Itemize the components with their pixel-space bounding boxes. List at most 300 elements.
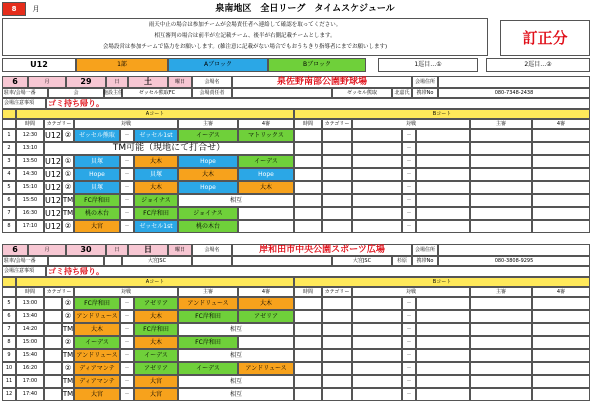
team-home: ディアマンテ xyxy=(74,375,120,388)
team-away: アゼリア xyxy=(134,297,178,310)
b-time xyxy=(294,310,322,323)
court-a-header: Aコート xyxy=(16,109,294,119)
referee-mutual: 相互 xyxy=(178,349,294,362)
row-number: 4 xyxy=(2,168,16,181)
team-away: ジョイナス xyxy=(134,194,178,207)
row-number: 9 xyxy=(2,349,16,362)
b-fourth xyxy=(532,375,590,388)
main-referee: アンドリュース xyxy=(178,297,238,310)
b-category xyxy=(322,375,352,388)
manager-blank xyxy=(232,256,332,266)
vs-dash: － xyxy=(120,129,134,142)
note-line: 会場設営は参加チームで協力をお願いします。(雑注意に記載がない場合でもおうちきり指導者にまでお願いします) xyxy=(102,44,388,51)
vs-dash: － xyxy=(120,349,134,362)
manager-label xyxy=(192,256,232,266)
round-marker: ② xyxy=(62,181,74,194)
manager-name: 杉原 xyxy=(392,256,412,266)
b-category xyxy=(322,297,352,310)
match-time: 15:10 xyxy=(16,181,44,194)
team-away: FC岸和田 xyxy=(134,207,178,220)
referee-mutual: 相互 xyxy=(178,323,294,336)
main-referee: FC岸和田 xyxy=(178,336,238,349)
phone-label: 携帯No xyxy=(412,88,438,98)
b-vs-dash: － xyxy=(402,349,416,362)
main-referee: イーデス xyxy=(178,129,238,142)
b-vs-dash: － xyxy=(402,207,416,220)
b-category xyxy=(322,388,352,401)
round-marker: ② xyxy=(62,310,74,323)
col-fourth: 4審 xyxy=(238,287,294,297)
phone-label: 携帯No xyxy=(412,256,438,266)
team-home: 大木 xyxy=(74,323,120,336)
category-cell xyxy=(44,349,62,362)
round-1: 1巡目…① xyxy=(378,58,478,72)
manager-team: ゼッセル熊取 xyxy=(332,88,392,98)
notes-box xyxy=(2,18,488,56)
col-time-b: 時間 xyxy=(294,119,322,129)
b-team-away xyxy=(416,297,470,310)
b-team-home xyxy=(352,297,402,310)
round-marker: TM xyxy=(62,323,74,336)
category-cell: U12 xyxy=(44,181,62,194)
date-month: 6 xyxy=(2,244,28,256)
team-away: 大宮 xyxy=(134,388,178,401)
main-referee: 大木 xyxy=(178,168,238,181)
b-fourth xyxy=(532,129,590,142)
b-referee xyxy=(470,297,532,310)
b-time xyxy=(294,129,322,142)
team-away: アゼリア xyxy=(134,362,178,375)
fourth-referee: マトリックス xyxy=(238,129,294,142)
round-marker: ① xyxy=(62,168,74,181)
team-away: 貝塚 xyxy=(134,168,178,181)
category-cell: U12 xyxy=(44,207,62,220)
main-referee: イーデス xyxy=(178,362,238,375)
team-home: イーデス xyxy=(74,336,120,349)
round-marker: ② xyxy=(62,129,74,142)
round-marker: TM xyxy=(62,375,74,388)
category-cell xyxy=(44,375,62,388)
team-away: 大木 xyxy=(134,310,178,323)
col-referee: 主審 xyxy=(178,119,238,129)
b-team-home xyxy=(352,168,402,181)
row-number: 8 xyxy=(2,220,16,233)
round-marker: TM xyxy=(62,349,74,362)
host-label xyxy=(104,256,122,266)
row-number: 3 xyxy=(2,155,16,168)
host-label: 施設主任 xyxy=(104,88,122,98)
round-2: 2巡目…② xyxy=(486,58,590,72)
b-referee xyxy=(470,310,532,323)
col-time: 時間 xyxy=(16,287,44,297)
phone-number: 080-3808-9295 xyxy=(438,256,590,266)
vs-dash: － xyxy=(120,207,134,220)
row-number: 6 xyxy=(2,310,16,323)
b-team-away xyxy=(416,310,470,323)
round-marker: TM xyxy=(62,194,74,207)
main-referee: Hope xyxy=(178,155,238,168)
fourth-referee: 大木 xyxy=(238,181,294,194)
round-marker: TM xyxy=(62,207,74,220)
b-team-away xyxy=(416,142,470,155)
b-fourth xyxy=(532,181,590,194)
b-fourth xyxy=(532,362,590,375)
b-team-away xyxy=(416,388,470,401)
b-fourth xyxy=(532,297,590,310)
fourth-referee: アンドリュース xyxy=(238,362,294,375)
date-month-unit: 月 xyxy=(28,244,66,256)
col-no xyxy=(2,119,16,129)
round-marker: ② xyxy=(62,362,74,375)
b-referee xyxy=(470,207,532,220)
row-number: 1 xyxy=(2,129,16,142)
b-team-home xyxy=(352,155,402,168)
round-marker: ① xyxy=(62,155,74,168)
vs-dash: － xyxy=(120,310,134,323)
vs-dash: － xyxy=(120,388,134,401)
b-fourth xyxy=(532,220,590,233)
col-fourth-b: 4審 xyxy=(532,287,590,297)
col-time-b: 時間 xyxy=(294,287,322,297)
b-referee xyxy=(470,388,532,401)
row-number: 7 xyxy=(2,207,16,220)
b-time xyxy=(294,297,322,310)
team-away: 大木 xyxy=(134,155,178,168)
team-away: ゼッセル1st xyxy=(134,129,178,142)
vs-dash: － xyxy=(120,181,134,194)
match-time: 15:00 xyxy=(16,336,44,349)
b-time xyxy=(294,349,322,362)
b-vs-dash: － xyxy=(402,155,416,168)
venue-label: 会場名 xyxy=(192,244,232,256)
match-time: 14:20 xyxy=(16,323,44,336)
court-corner xyxy=(2,109,16,119)
team-away: 大木 xyxy=(134,336,178,349)
b-vs-dash: － xyxy=(402,375,416,388)
b-team-home xyxy=(352,129,402,142)
col-referee-b: 主審 xyxy=(470,287,532,297)
match-time: 15:50 xyxy=(16,194,44,207)
venue-name: 岸和田市中央公園スポーツ広場 xyxy=(232,244,412,256)
team-home: 大宮 xyxy=(74,220,120,233)
b-fourth xyxy=(532,142,590,155)
b-team-home xyxy=(352,181,402,194)
date-weekday-unit: 曜日 xyxy=(168,76,192,88)
team-away: 大宮 xyxy=(134,375,178,388)
b-category xyxy=(322,207,352,220)
venue-label: 会場名 xyxy=(192,76,232,88)
main-referee: FC岸和田 xyxy=(178,310,238,323)
b-team-home xyxy=(352,207,402,220)
b-team-home xyxy=(352,375,402,388)
chief-label-2: 会 xyxy=(48,88,104,98)
b-fourth xyxy=(532,207,590,220)
referee-mutual: 相互 xyxy=(178,194,294,207)
vs-dash: － xyxy=(120,323,134,336)
notice-text: ゴミ持ち帰り。 xyxy=(46,266,590,277)
notice-text: ゴミ持ち帰り。 xyxy=(46,98,590,109)
date-month: 6 xyxy=(2,76,28,88)
row-number: 5 xyxy=(2,297,16,310)
b-referee xyxy=(470,375,532,388)
match-time: 16:20 xyxy=(16,362,44,375)
host-team: 大宮JSC xyxy=(122,256,192,266)
match-time: 17:40 xyxy=(16,388,44,401)
month-number: 8 xyxy=(11,4,17,13)
row-number: 11 xyxy=(2,375,16,388)
b-referee xyxy=(470,362,532,375)
note-line: 相互審判の場合は前半が左記載チーム、後半が右側記載チームとします。 xyxy=(154,33,336,40)
col-fourth-b: 4審 xyxy=(532,119,590,129)
b-fourth xyxy=(532,168,590,181)
date-day: 30 xyxy=(66,244,106,256)
category-cell xyxy=(44,388,62,401)
category-cell xyxy=(44,323,62,336)
b-team-away xyxy=(416,323,470,336)
b-referee xyxy=(470,129,532,142)
b-time xyxy=(294,142,322,155)
vs-dash: － xyxy=(120,297,134,310)
round-marker: ② xyxy=(62,336,74,349)
venue-addr-label: 会場住所 xyxy=(412,244,438,256)
notice-label: 会場注意事項 xyxy=(2,98,46,109)
main-referee: 桃の木台 xyxy=(178,220,238,233)
row-number: 12 xyxy=(2,388,16,401)
row-number: 7 xyxy=(2,323,16,336)
team-home: FC岸和田 xyxy=(74,297,120,310)
match-time: 17:10 xyxy=(16,220,44,233)
col-match: 対戦 xyxy=(74,119,178,129)
category-cell: U12 xyxy=(44,194,62,207)
b-team-away xyxy=(416,155,470,168)
b-referee xyxy=(470,194,532,207)
team-home: Hope xyxy=(74,168,120,181)
category-cell xyxy=(44,336,62,349)
category-cell xyxy=(44,362,62,375)
fourth-referee xyxy=(238,336,294,349)
fourth-referee xyxy=(238,220,294,233)
match-time: 12:30 xyxy=(16,129,44,142)
match-time: 13:00 xyxy=(16,297,44,310)
category-label: U12 xyxy=(2,58,76,72)
b-vs-dash: － xyxy=(402,181,416,194)
vs-dash: － xyxy=(120,375,134,388)
round-marker: TM xyxy=(62,388,74,401)
date-day-unit: 日 xyxy=(106,244,128,256)
chief-label-2 xyxy=(48,256,104,266)
b-fourth xyxy=(532,155,590,168)
row-number: 2 xyxy=(2,142,16,155)
col-match: 対戦 xyxy=(74,287,178,297)
b-team-away xyxy=(416,168,470,181)
b-time xyxy=(294,194,322,207)
col-referee-b: 主審 xyxy=(470,119,532,129)
b-team-home xyxy=(352,336,402,349)
venue-name: 泉佐野南部公園野球場 xyxy=(232,76,412,88)
b-team-home xyxy=(352,220,402,233)
tab-a-block[interactable]: Aブロック xyxy=(168,58,268,72)
manager-label: 会場責任者 xyxy=(192,88,232,98)
tab-1bu[interactable]: 1部 xyxy=(76,58,168,72)
row-number: 10 xyxy=(2,362,16,375)
court-corner xyxy=(2,277,16,287)
date-weekday-unit: 曜日 xyxy=(168,244,192,256)
b-vs-dash: － xyxy=(402,323,416,336)
b-time xyxy=(294,181,322,194)
match-time: 13:40 xyxy=(16,310,44,323)
main-referee: Hope xyxy=(178,181,238,194)
col-referee: 主審 xyxy=(178,287,238,297)
b-fourth xyxy=(532,388,590,401)
b-vs-dash: － xyxy=(402,297,416,310)
b-fourth xyxy=(532,194,590,207)
fourth-referee: アゼリア xyxy=(238,310,294,323)
date-weekday: 土 xyxy=(128,76,168,88)
venue-addr xyxy=(438,76,590,88)
b-team-away xyxy=(416,220,470,233)
round-marker: ② xyxy=(62,220,74,233)
b-team-away xyxy=(416,336,470,349)
col-match-b: 対戦 xyxy=(352,287,470,297)
fourth-referee: 大木 xyxy=(238,297,294,310)
note-line: 雨天中止の場合は参加チームが会場責任者へ連絡して確認を取ってください。 xyxy=(148,22,342,29)
team-home: アンドリュース xyxy=(74,349,120,362)
b-category xyxy=(322,336,352,349)
b-vs-dash: － xyxy=(402,336,416,349)
b-team-away xyxy=(416,349,470,362)
date-day-unit: 日 xyxy=(106,76,128,88)
team-home: アンドリュース xyxy=(74,310,120,323)
category-cell: U12 xyxy=(44,168,62,181)
host-team: ゼッセル熊取FC xyxy=(122,88,192,98)
b-time xyxy=(294,336,322,349)
b-fourth xyxy=(532,336,590,349)
match-time: 17:00 xyxy=(16,375,44,388)
date-month-unit: 月 xyxy=(28,76,66,88)
team-away: ゼッセル1st xyxy=(134,220,178,233)
b-category xyxy=(322,142,352,155)
b-team-away xyxy=(416,181,470,194)
b-referee xyxy=(470,142,532,155)
b-fourth xyxy=(532,323,590,336)
court-b-header: Bコート xyxy=(294,109,590,119)
venue-addr xyxy=(438,244,590,256)
team-home: 貝塚 xyxy=(74,155,120,168)
month-unit: 月 xyxy=(32,4,40,13)
fourth-referee xyxy=(238,207,294,220)
category-cell: U12 xyxy=(44,220,62,233)
team-home: FC岸和田 xyxy=(74,194,120,207)
b-referee xyxy=(470,336,532,349)
round-marker: ② xyxy=(62,297,74,310)
team-home: 桃の木台 xyxy=(74,207,120,220)
b-category xyxy=(322,155,352,168)
team-home: ディアマンテ xyxy=(74,362,120,375)
col-no xyxy=(2,287,16,297)
match-time: 15:40 xyxy=(16,349,44,362)
b-referee xyxy=(470,323,532,336)
b-fourth xyxy=(532,310,590,323)
match-time: 13:10 xyxy=(16,142,44,155)
manager-team: 大宮JSC xyxy=(332,256,392,266)
b-category xyxy=(322,194,352,207)
b-category xyxy=(322,362,352,375)
b-team-away xyxy=(416,129,470,142)
correction-badge: 訂正分 xyxy=(500,20,590,56)
category-cell xyxy=(44,297,62,310)
b-time xyxy=(294,362,322,375)
chief-label: 駐車/会場一番 xyxy=(2,88,48,98)
main-referee: ジョイナス xyxy=(178,207,238,220)
chief-label: 駐車/会場一番 xyxy=(2,256,48,266)
b-team-home xyxy=(352,194,402,207)
b-time xyxy=(294,155,322,168)
category-cell xyxy=(44,310,62,323)
team-home: ゼッセル熊取 xyxy=(74,129,120,142)
b-category xyxy=(322,349,352,362)
col-match-b: 対戦 xyxy=(352,119,470,129)
match-time: 13:50 xyxy=(16,155,44,168)
b-vs-dash: － xyxy=(402,194,416,207)
b-category xyxy=(322,168,352,181)
notice-label: 会場注意事項 xyxy=(2,266,46,277)
manager-name: 北嘉氏 xyxy=(392,88,412,98)
court-a-header: Aコート xyxy=(16,277,294,287)
b-referee xyxy=(470,155,532,168)
row-number: 5 xyxy=(2,181,16,194)
b-referee xyxy=(470,181,532,194)
col-fourth: 4審 xyxy=(238,119,294,129)
b-referee xyxy=(470,220,532,233)
referee-mutual: 相互 xyxy=(178,388,294,401)
b-team-away xyxy=(416,207,470,220)
match-time: 16:30 xyxy=(16,207,44,220)
vs-dash: － xyxy=(120,362,134,375)
date-day: 29 xyxy=(66,76,106,88)
manager-blank xyxy=(232,88,332,98)
b-team-away xyxy=(416,194,470,207)
b-team-away xyxy=(416,362,470,375)
b-vs-dash: － xyxy=(402,142,416,155)
b-team-home xyxy=(352,310,402,323)
date-weekday: 日 xyxy=(128,244,168,256)
b-vs-dash: － xyxy=(402,362,416,375)
tab-b-block[interactable]: Bブロック xyxy=(268,58,366,72)
col-category-b: カテゴリー xyxy=(322,119,352,129)
venue-addr-label: 会場住所 xyxy=(412,76,438,88)
vs-dash: － xyxy=(120,220,134,233)
b-time xyxy=(294,388,322,401)
b-category xyxy=(322,323,352,336)
vs-dash: － xyxy=(120,168,134,181)
b-time xyxy=(294,207,322,220)
fourth-referee: イーデス xyxy=(238,155,294,168)
team-away: FC岸和田 xyxy=(134,323,178,336)
court-b-header: Bコート xyxy=(294,277,590,287)
fourth-referee: Hope xyxy=(238,168,294,181)
b-time xyxy=(294,220,322,233)
col-category: カテゴリー xyxy=(44,287,74,297)
b-team-home xyxy=(352,349,402,362)
col-category: カテゴリー xyxy=(44,119,74,129)
category-cell: U12 xyxy=(44,155,62,168)
b-time xyxy=(294,323,322,336)
b-referee xyxy=(470,168,532,181)
vs-dash: － xyxy=(120,194,134,207)
b-team-away xyxy=(416,375,470,388)
b-vs-dash: － xyxy=(402,168,416,181)
b-team-home xyxy=(352,323,402,336)
